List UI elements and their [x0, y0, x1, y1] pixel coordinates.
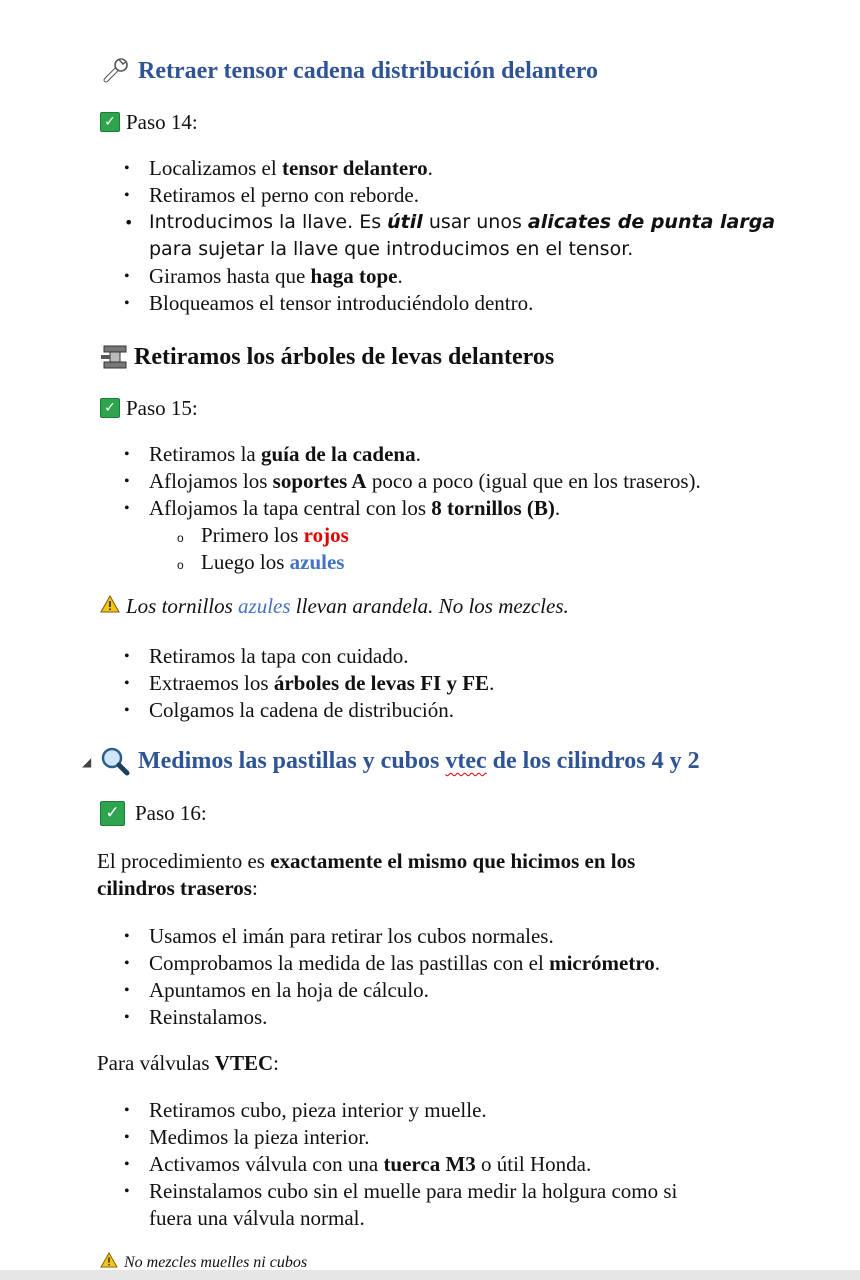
checkmark-icon: ✓ — [100, 801, 125, 826]
vtec-paragraph: Para válvulas VTEC: — [97, 1051, 279, 1075]
list-item: • Medimos la pieza interior. — [97, 1124, 817, 1151]
heading-text: Retiramos los árboles de levas delanteros — [134, 344, 555, 370]
list-subitem: o Primero los rojos — [97, 522, 837, 549]
step-list — [97, 1097, 817, 1232]
step-label — [100, 800, 207, 826]
list-item: • Aflojamos la tapa central con los 8 tornillos (B). — [97, 495, 837, 522]
collapse-triangle-icon[interactable]: ◢ — [82, 755, 92, 769]
step-text: Paso 14: — [126, 110, 198, 134]
step-list — [97, 155, 817, 317]
list-item: • Usamos el imán para retirar los cubos normales. — [97, 923, 817, 950]
checkmark-icon: ✓ — [100, 112, 120, 132]
list-item: • Colgamos la cadena de distribución. — [97, 697, 817, 724]
checkmark-icon: ✓ — [100, 398, 120, 418]
list-item: • Reinstalamos. — [97, 1004, 817, 1031]
step-list — [97, 923, 817, 1031]
section-heading-tensor — [100, 56, 598, 86]
magnifier-icon — [100, 746, 130, 776]
list-subitem: o Luego los azules — [97, 549, 837, 576]
step-text: Paso 15: — [126, 396, 198, 420]
intro-paragraph: El procedimiento es exactamente el mismo que hicimos en los cilindros traseros: — [97, 849, 636, 900]
list-item: • Reinstalamos cubo sin el muelle para medir la holgura como si fuera una válvula normal. — [97, 1178, 817, 1232]
list-item: • Aflojamos los soportes A poco a poco (igual que en los traseros). — [97, 468, 837, 495]
warning-icon — [100, 594, 120, 619]
heading-text: Medimos las pastillas y cubos vtec de los cilindros 4 y 2 — [138, 748, 700, 774]
list-item: • Introducimos la llave. Es útil usar unos alicates de punta larga para sujetar la llave que introducimos en el tensor. — [97, 209, 817, 263]
section-heading-camshafts — [100, 342, 554, 372]
warning-note: Los tornillos azules llevan arandela. No los mezcles. — [100, 594, 569, 619]
camshaft-icon — [100, 342, 130, 372]
list-item: • Giramos hasta que haga tope. — [97, 263, 817, 290]
step-list — [97, 643, 817, 724]
step-label — [100, 395, 198, 421]
heading-text: Retraer tensor cadena distribución delantero — [138, 58, 598, 84]
list-item: • Retiramos la guía de la cadena. — [97, 441, 837, 468]
list-item: • Bloqueamos el tensor introduciéndolo dentro. — [97, 290, 817, 317]
warning-note: No mezcles muelles ni cubos — [100, 1252, 307, 1273]
list-item: • Localizamos el tensor delantero. — [97, 155, 817, 182]
step-text: Paso 16: — [135, 801, 207, 825]
list-item: • Apuntamos en la hoja de cálculo. — [97, 977, 817, 1004]
wrench-icon — [100, 56, 130, 86]
list-item: • Comprobamos la medida de las pastillas con el micrómetro. — [97, 950, 817, 977]
step-label — [100, 109, 198, 135]
list-item: • Extraemos los árboles de levas FI y FE. — [97, 670, 817, 697]
section-heading-vtec — [100, 746, 700, 776]
list-item: • Activamos válvula con una tuerca M3 o útil Honda. — [97, 1151, 817, 1178]
list-item: • Retiramos cubo, pieza interior y muelle. — [97, 1097, 817, 1124]
list-item: • Retiramos la tapa con cuidado. — [97, 643, 817, 670]
bottom-scrollbar[interactable] — [0, 1270, 860, 1280]
list-item: • Retiramos el perno con reborde. — [97, 182, 817, 209]
step-list — [97, 441, 837, 576]
